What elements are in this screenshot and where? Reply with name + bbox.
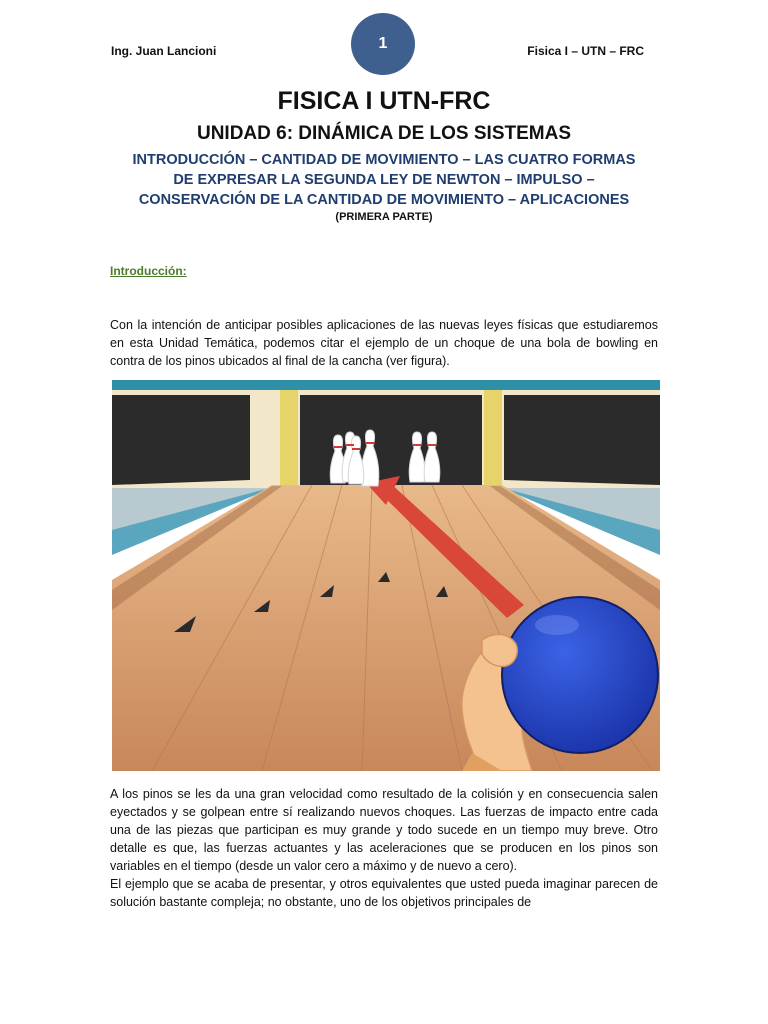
bowling-ball-icon bbox=[502, 597, 658, 753]
part-label: (PRIMERA PARTE) bbox=[335, 211, 433, 223]
header-author: Ing. Juan Lancioni bbox=[111, 44, 217, 58]
topics-line-2: DE EXPRESAR LA SEGUNDA LEY DE NEWTON – IMPULSO – bbox=[173, 172, 595, 188]
page-number: 1 bbox=[378, 35, 388, 52]
intro-paragraph bbox=[110, 316, 658, 370]
page-number-badge bbox=[351, 13, 415, 75]
paragraph-3: El ejemplo que se acaba de presentar, y otros equivalentes que usted pueda imaginar parecen de solución bastante compleja; no obstante, uno de los objetivos principales de bbox=[110, 877, 658, 909]
unit-subtitle: UNIDAD 6: DINÁMICA DE LOS SISTEMAS bbox=[196, 123, 572, 144]
header-course: Fisica I – UTN – FRC bbox=[527, 44, 644, 58]
document-title: FISICA I UTN-FRC bbox=[277, 87, 491, 115]
topics-line-3: CONSERVACIÓN DE LA CANTIDAD DE MOVIMIENTO – APLICACIONES bbox=[138, 192, 630, 208]
bowling-lane-illustration bbox=[112, 380, 660, 771]
paragraph-1: Con la intención de anticipar posibles aplicaciones de las nuevas leyes físicas que estudiaremos en esta Unidad Temática, podemos citar el ejemplo de un choque de una bola de bowling en contra de los pinos ubicados al final de la cancha (ver figura). bbox=[110, 318, 658, 368]
topics-line-1: INTRODUCCIÓN – CANTIDAD DE MOVIMIENTO – LAS CUATRO FORMAS bbox=[132, 152, 636, 168]
paragraph-2: A los pinos se les da una gran velocidad como resultado de la colisión y en consecuencia salen eyectados y se golpean entre sí realizando nuevos choques. Las fuerzas de impacto entre cada una de las piezas que participan es muy grande y todo sucede en un tiempo muy breve. Otro detalle es que, las fuerzas actuantes y las aceleraciones que se producen en los pinos son variables en el tiempo (desde un valor cero a máximo y de nuevo a cero). bbox=[110, 787, 658, 873]
intro-heading: Introducción: bbox=[110, 264, 187, 278]
topics-heading bbox=[108, 150, 660, 210]
body-text bbox=[110, 785, 658, 911]
